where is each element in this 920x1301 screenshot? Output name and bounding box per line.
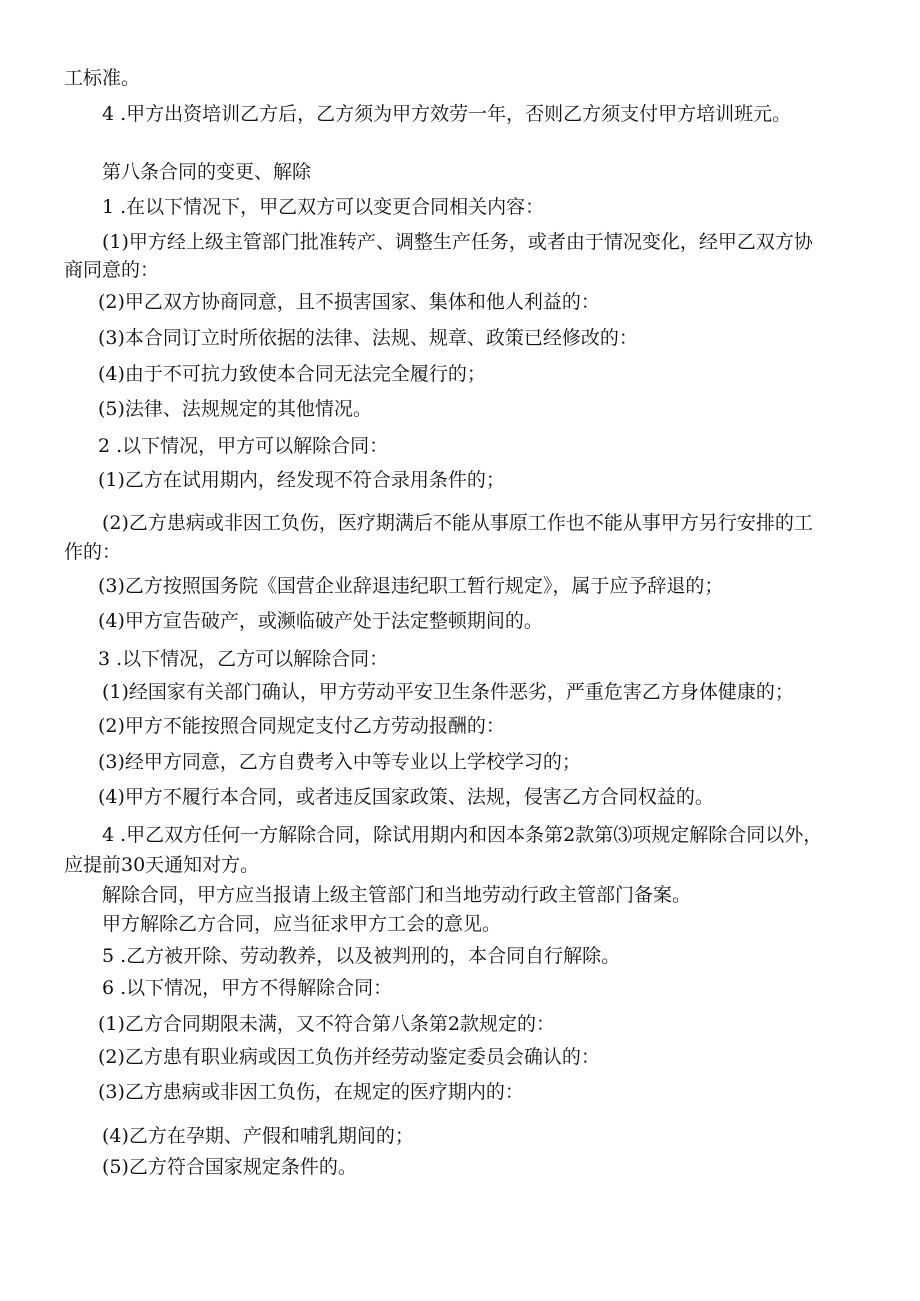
text-line: (2)甲乙双方协商同意，且不损害国家、集体和他人利益的： bbox=[98, 291, 600, 313]
text-line: 2 .以下情况，甲方可以解除合同： bbox=[98, 435, 389, 457]
text-line: 3 .以下情况，乙方可以解除合同： bbox=[98, 648, 389, 670]
text-line: 甲方解除乙方合同，应当征求甲方工会的意见。 bbox=[102, 913, 502, 935]
section-heading: 第八条合同的变更、解除 bbox=[102, 161, 312, 183]
text-line: 4 .甲乙双方任何一方解除合同，除试用期内和因本条第2款第⑶项规定解除合同以外， bbox=[102, 824, 823, 846]
text-line: 解除合同，甲方应当报请上级主管部门和当地劳动行政主管部门备案。 bbox=[102, 884, 692, 906]
text-line: (1)经国家有关部门确认，甲方劳动平安卫生条件恶劣，严重危害乙方身体健康的； bbox=[102, 681, 794, 703]
text-line: 商同意的： bbox=[64, 259, 160, 281]
text-line: 工标准。 bbox=[64, 67, 141, 89]
text-line: (4)甲方不履行本合同，或者违反国家政策、法规，侵害乙方合同权益的。 bbox=[98, 786, 714, 808]
text-line: (2)乙方患有职业病或因工负伤并经劳动鉴定委员会确认的： bbox=[98, 1046, 600, 1068]
text-line: 应提前30天通知对方。 bbox=[64, 854, 260, 876]
text-line: 4 .甲方出资培训乙方后，乙方须为甲方效劳一年，否则乙方须支付甲方培训班元。 bbox=[102, 103, 792, 125]
text-line: (4)乙方在孕期、产假和哺乳期间的； bbox=[102, 1125, 414, 1147]
text-line: (5)法律、法规规定的其他情况。 bbox=[98, 398, 372, 420]
text-line: 5 .乙方被开除、劳动教养，以及被判刑的，本合同自行解除。 bbox=[102, 945, 621, 967]
text-line: 1 .在以下情况下，甲乙双方可以变更合同相关内容： bbox=[102, 196, 545, 218]
text-line: (3)乙方按照国务院《国营企业辞退违纪职工暂行规定》，属于应予辞退的； bbox=[98, 575, 724, 597]
text-line: (2)甲方不能按照合同规定支付乙方劳动报酬的： bbox=[98, 715, 505, 737]
text-line: (1)甲方经上级主管部门批准转产、调整生产任务，或者由于情况变化，经甲乙双方协 bbox=[102, 231, 813, 253]
text-line: (3)本合同订立时所依据的法律、法规、规章、政策已经修改的： bbox=[98, 327, 638, 349]
text-line: (4)由于不可抗力致使本合同无法完全履行的； bbox=[98, 363, 486, 385]
text-line: (5)乙方符合国家规定条件的。 bbox=[102, 1156, 357, 1178]
text-line: 6 .以下情况，甲方不得解除合同： bbox=[102, 977, 393, 999]
text-line: 作的： bbox=[64, 541, 122, 563]
text-line: (3)经甲方同意，乙方自费考入中等专业以上学校学习的； bbox=[98, 751, 581, 773]
text-line: (3)乙方患病或非因工负伤，在规定的医疗期内的： bbox=[98, 1081, 524, 1103]
text-line: (2)乙方患病或非因工负伤，医疗期满后不能从事原工作也不能从事甲方另行安排的工 bbox=[102, 512, 813, 534]
text-line: (1)乙方在试用期内，经发现不符合录用条件的； bbox=[98, 469, 505, 491]
text-line: (4)甲方宣告破产，或濒临破产处于法定整顿期间的。 bbox=[98, 610, 543, 632]
text-line: (1)乙方合同期限未满，又不符合第八条第2款规定的： bbox=[98, 1013, 556, 1035]
